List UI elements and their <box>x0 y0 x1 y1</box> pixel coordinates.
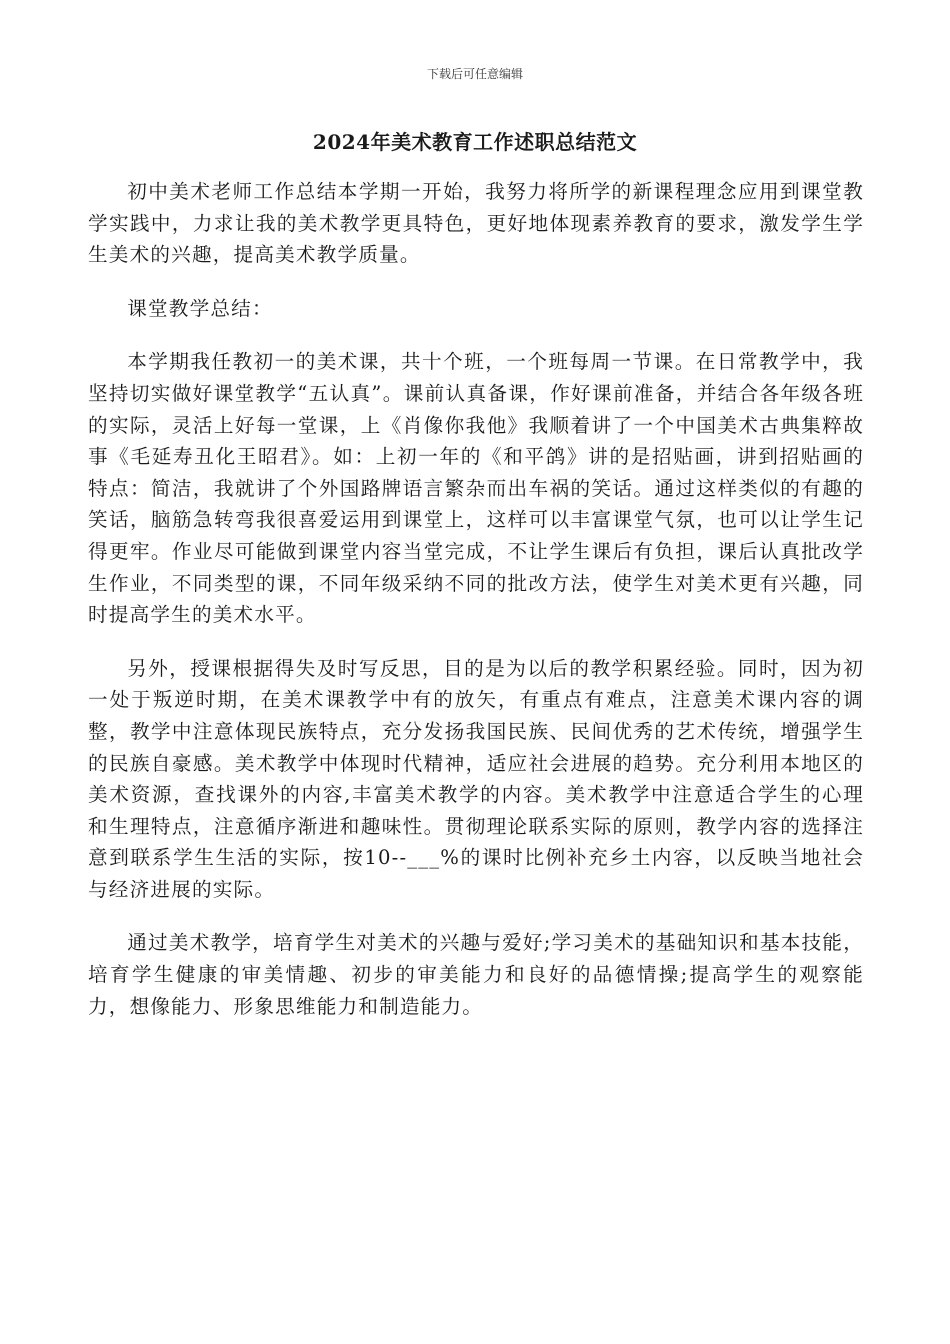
paragraph-goals: 通过美术教学，培育学生对美术的兴趣与爱好;学习美术的基础知识和基本技能，培育学生健康的审美情趣、初步的审美能力和良好的品德情操;提高学生的观察能力，想像能力、形象思维能力和制造能力。 <box>88 931 864 1018</box>
document-title: 2024年美术教育工作述职总结范文 <box>312 130 638 154</box>
paragraph-intro: 初中美术老师工作总结本学期一开始，我努力将所学的新课程理念应用到课堂教学实践中，力求让我的美术教学更具特色，更好地体现素养教育的要求，激发学生学生美术的兴趣，提高美术教学质量。 <box>88 180 864 267</box>
document-body <box>88 176 864 1044</box>
header-note: 下载后可任意编辑 <box>426 67 523 81</box>
paragraph-reflection: 另外，授课根据得失及时写反思，目的是为以后的教学积累经验。同时，因为初一处于叛逆时期，在美术课教学中有的放矢，有重点有难点，注意美术课内容的调整，教学中注意体现民族特点，充分发扬我国民族、民间优秀的艺术传统，增强学生的民族自豪感。美术教学中体现时代精神，适应社会进展的趋势。充分利用本地区的美术资源，查找课外的内容,丰富美术教学的内容。美术教学中注意适合学生的心理和生理特点，注意循序渐进和趣味性。贯彻理论联系实际的原则，教学内容的选择注意到联系学生生活的实际，按10--___%的课时比例补充乡土内容，以反映当地社会与经济进展的实际。 <box>88 656 864 901</box>
paragraph-teaching: 本学期我任教初一的美术课，共十个班，一个班每周一节课。在日常教学中，我坚持切实做好课堂教学“五认真”。课前认真备课，作好课前准备，并结合各年级各班的实际，灵活上好每一堂课，上《肖像你我他》我顺着讲了一个中国美术古典集粹故事《毛延寿丑化王昭君》。如：上初一年的《和平鸽》讲的是招贴画，讲到招贴画的特点：简洁，我就讲了个外国路牌语言繁杂而出车祸的笑话。通过这样类似的有趣的笑话，脑筋急转弯我很喜爱运用到课堂上，这样可以丰富课堂气氛，也可以让学生记得更牢。作业尽可能做到课堂内容当堂完成，不让学生课后有负担，课后认真批改学生作业，不同类型的课，不同年级采纳不同的批改方法，使学生对美术更有兴趣，同时提高学生的美术水平。 <box>88 350 864 627</box>
section-heading: 课堂教学总结： <box>127 296 273 320</box>
